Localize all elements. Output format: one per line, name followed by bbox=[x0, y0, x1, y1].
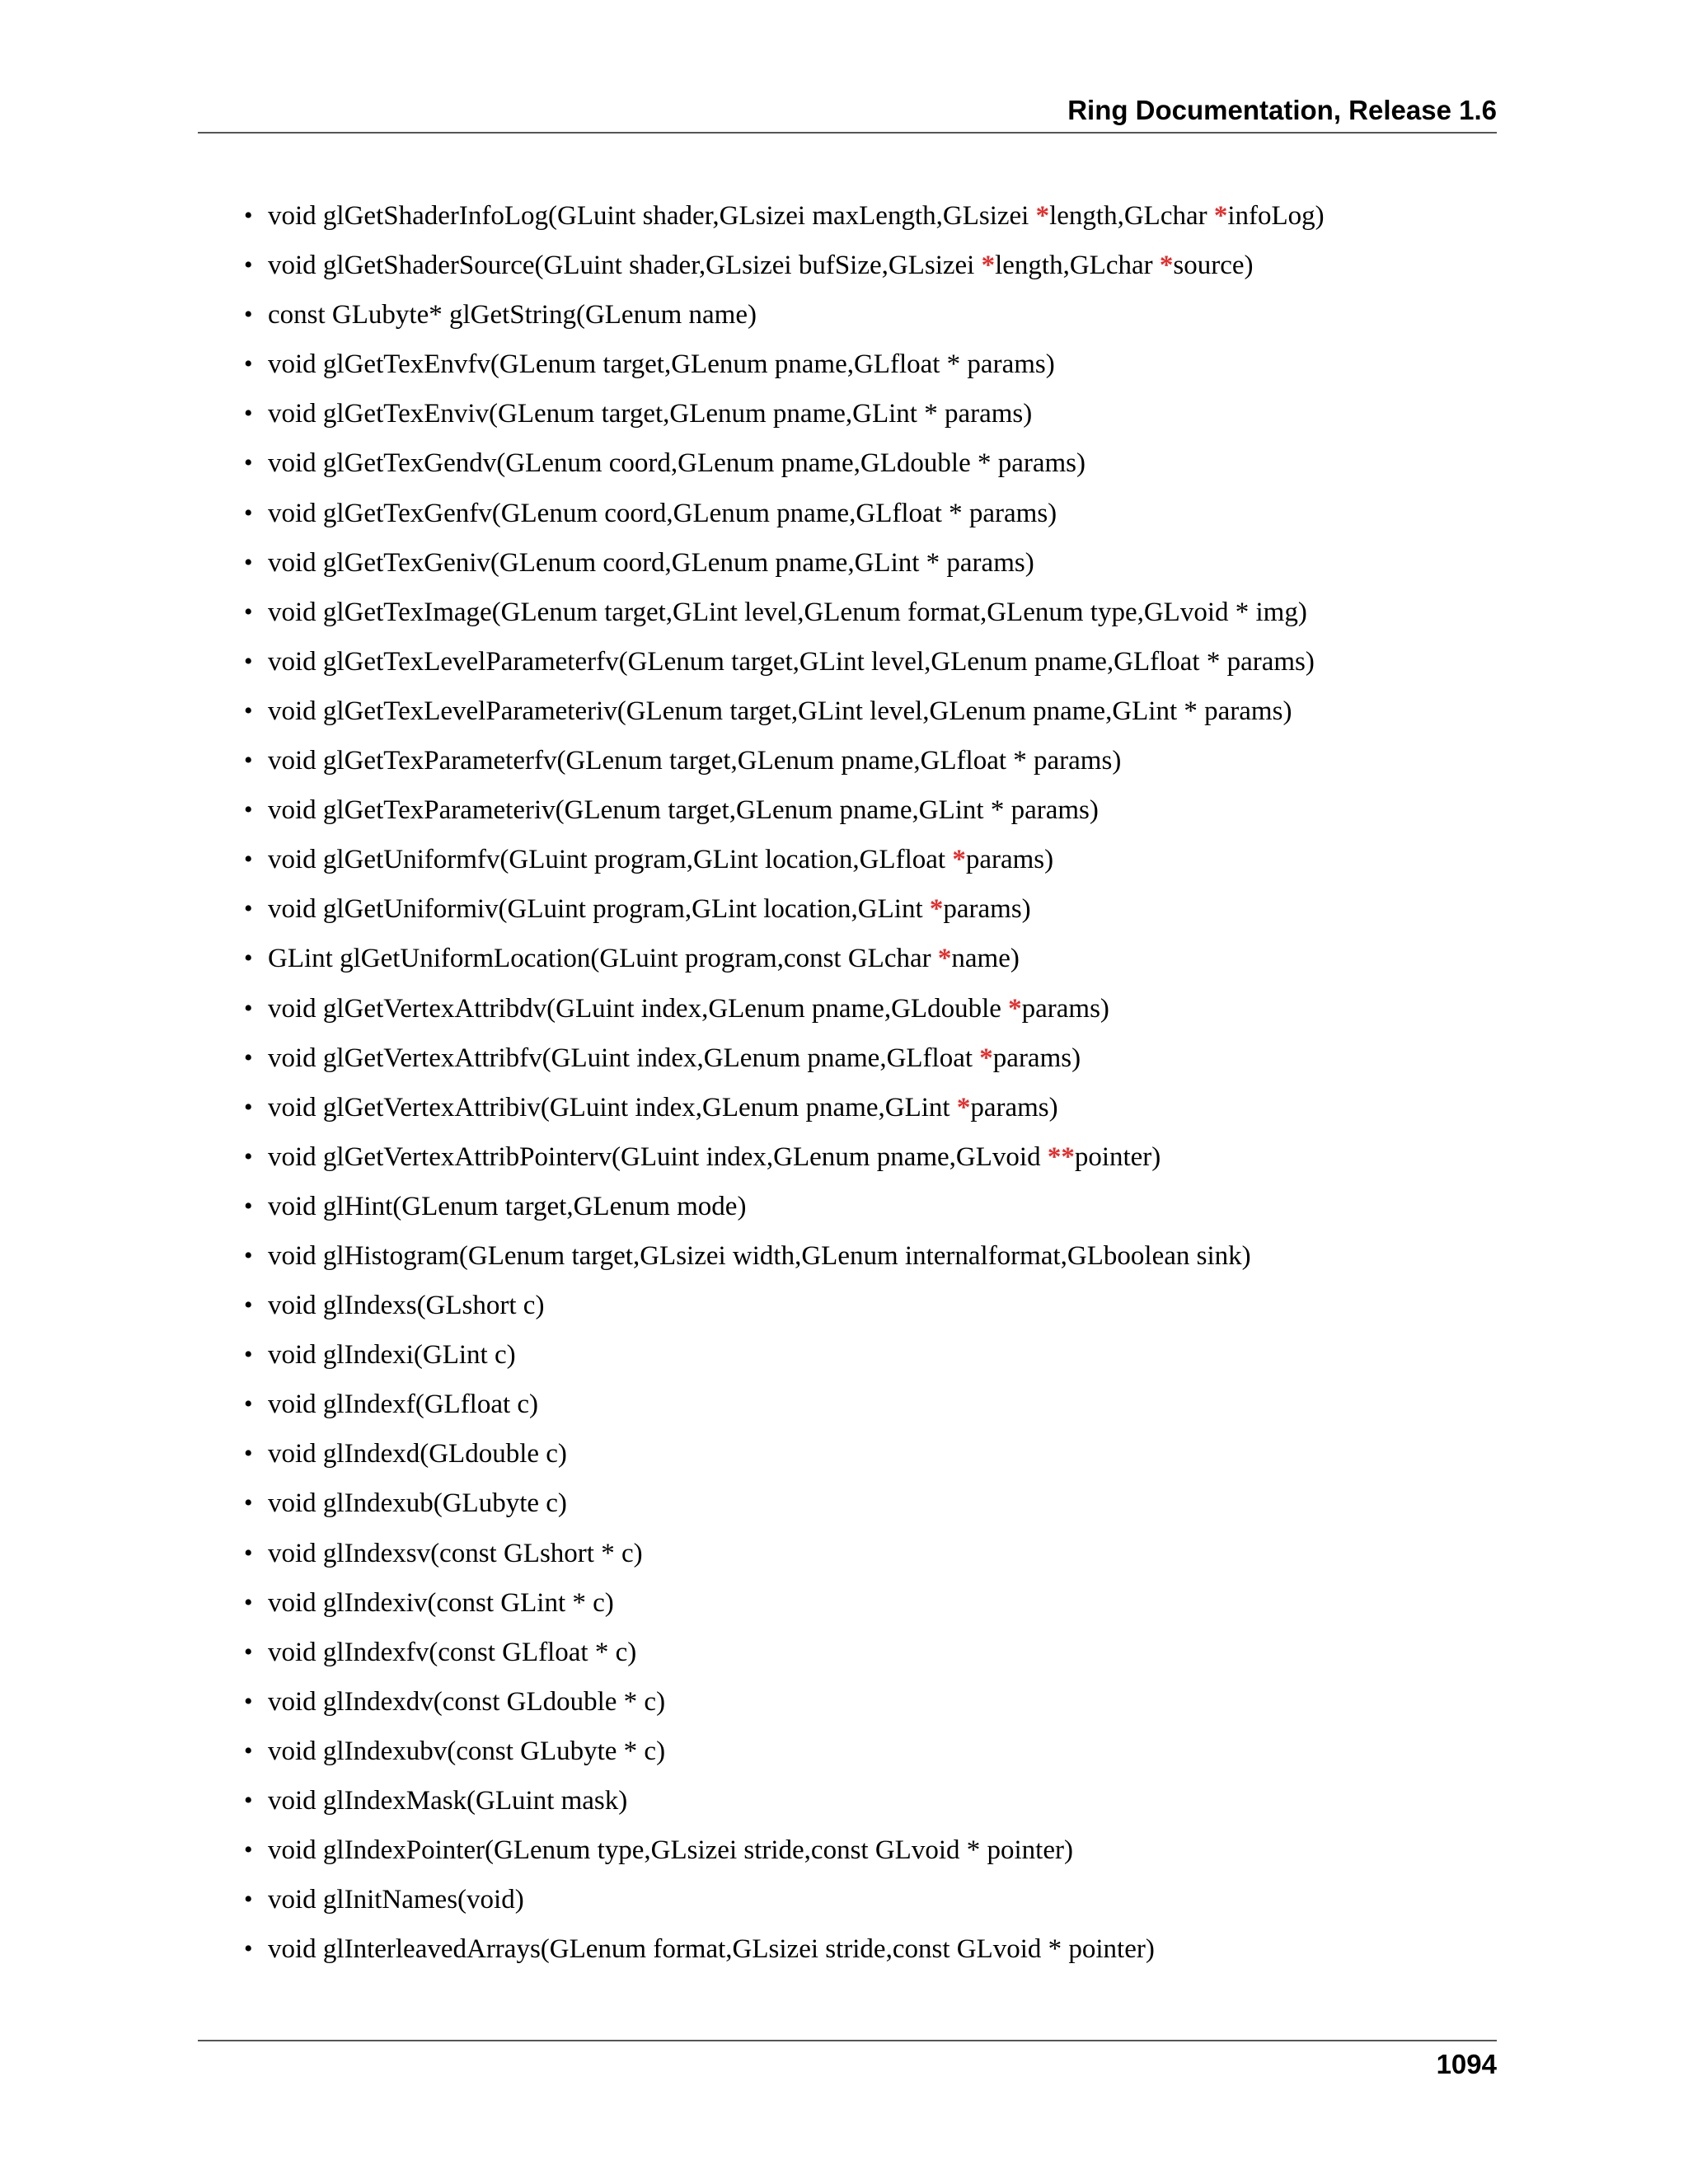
signature-text: void glGetVertexAttribfv(GLuint index,GLenum pname,GLfloat bbox=[268, 1043, 980, 1073]
pointer-asterisk: * bbox=[937, 944, 952, 974]
function-signature bbox=[268, 746, 1121, 776]
list-item bbox=[198, 1483, 1497, 1533]
signature-text: void glIndexMask(GLuint mask) bbox=[268, 1786, 628, 1816]
signature-text: length,GLchar bbox=[995, 251, 1160, 281]
list-item bbox=[198, 1434, 1497, 1483]
bullet-icon: • bbox=[244, 846, 253, 874]
list-item bbox=[198, 1335, 1497, 1385]
bullet-icon: • bbox=[244, 944, 253, 972]
signature-text: void glIndexd(GLdouble c) bbox=[268, 1439, 567, 1469]
function-signature bbox=[268, 1142, 1160, 1172]
signature-text: params) bbox=[1021, 993, 1109, 1024]
bullet-icon: • bbox=[244, 350, 253, 378]
bullet-icon: • bbox=[244, 1539, 253, 1567]
signature-text: params) bbox=[943, 894, 1031, 925]
bullet-icon: • bbox=[244, 400, 253, 428]
list-item bbox=[198, 1929, 1497, 1979]
function-signature bbox=[268, 1488, 567, 1518]
list-item bbox=[198, 344, 1497, 394]
list-item bbox=[198, 741, 1497, 790]
function-signature bbox=[268, 448, 1085, 478]
signature-text: params) bbox=[992, 1043, 1081, 1073]
list-item bbox=[198, 1385, 1497, 1434]
signature-text: const GLubyte* glGetString(GLenum name) bbox=[268, 300, 757, 330]
bullet-icon: • bbox=[244, 796, 253, 824]
pointer-asterisk: * bbox=[1035, 201, 1050, 231]
function-signature bbox=[268, 1439, 567, 1469]
bullet-icon: • bbox=[244, 1291, 253, 1319]
list-item bbox=[198, 196, 1497, 246]
function-signature bbox=[268, 1043, 1081, 1073]
signature-text: void glIndexfv(const GLfloat * c) bbox=[268, 1637, 637, 1667]
signature-text: void glGetShaderSource(GLuint shader,GLsizei bufSize,GLsizei bbox=[268, 251, 982, 281]
function-signature bbox=[268, 349, 1055, 379]
bullet-icon: • bbox=[244, 1192, 253, 1220]
function-signature bbox=[268, 1786, 627, 1816]
pointer-asterisk: * bbox=[981, 251, 996, 281]
function-signature bbox=[268, 1539, 643, 1568]
function-signature bbox=[268, 944, 1020, 973]
bullet-icon: • bbox=[244, 696, 253, 724]
signature-text: void glIndexub(GLubyte c) bbox=[268, 1488, 567, 1519]
signature-text: name) bbox=[951, 944, 1020, 974]
bullet-icon: • bbox=[244, 449, 253, 477]
page-number: 1094 bbox=[1436, 2049, 1497, 2079]
function-signature bbox=[268, 499, 1057, 528]
signature-text: void glGetTexImage(GLenum target,GLint level,GLenum format,GLenum type,GLvoid * img) bbox=[268, 597, 1307, 627]
list-item bbox=[198, 1038, 1497, 1088]
bullet-icon: • bbox=[244, 1836, 253, 1864]
signature-text: void glGetTexGeniv(GLenum coord,GLenum pname,GLint * params) bbox=[268, 547, 1034, 578]
page-header bbox=[198, 92, 1497, 134]
signature-text: pointer) bbox=[1074, 1141, 1161, 1172]
signature-text: void glIndexiv(const GLint * c) bbox=[268, 1587, 614, 1618]
list-item bbox=[198, 295, 1497, 344]
function-signature bbox=[268, 1885, 524, 1915]
bullet-icon: • bbox=[244, 1638, 253, 1666]
signature-text: source) bbox=[1173, 251, 1254, 281]
list-item bbox=[198, 1286, 1497, 1335]
function-signature bbox=[268, 795, 1099, 825]
function-signature bbox=[268, 647, 1315, 677]
list-item bbox=[198, 1830, 1497, 1880]
bullet-icon: • bbox=[244, 647, 253, 675]
function-signature bbox=[268, 300, 757, 330]
signature-text: void glIndexi(GLint c) bbox=[268, 1340, 516, 1371]
function-signature bbox=[268, 696, 1292, 726]
bullet-icon: • bbox=[244, 1043, 253, 1071]
signature-text: void glIndexubv(const GLubyte * c) bbox=[268, 1736, 666, 1766]
signature-text: void glHistogram(GLenum target,GLsizei width,GLenum internalformat,GLboolean sink) bbox=[268, 1240, 1251, 1271]
signature-text: infoLog) bbox=[1227, 201, 1325, 231]
signature-text: void glHint(GLenum target,GLenum mode) bbox=[268, 1191, 747, 1221]
bullet-icon: • bbox=[244, 1787, 253, 1814]
signature-text: void glIndexsv(const GLshort * c) bbox=[268, 1538, 643, 1568]
function-signature bbox=[268, 1390, 538, 1419]
signature-text: void glInterleavedArrays(GLenum format,GLsizei stride,const GLvoid * pointer) bbox=[268, 1934, 1155, 1965]
function-signature bbox=[268, 598, 1307, 627]
list-item bbox=[198, 989, 1497, 1038]
bullet-icon: • bbox=[244, 1935, 253, 1963]
list-item bbox=[198, 1583, 1497, 1633]
pointer-asterisk: ** bbox=[1047, 1141, 1075, 1172]
list-item bbox=[198, 1781, 1497, 1830]
signature-text: void glIndexf(GLfloat c) bbox=[268, 1390, 539, 1420]
bullet-icon: • bbox=[244, 499, 253, 527]
bullet-icon: • bbox=[244, 202, 253, 229]
bullet-icon: • bbox=[244, 1736, 253, 1765]
list-item bbox=[198, 593, 1497, 642]
list-item bbox=[198, 1534, 1497, 1583]
page-content bbox=[198, 196, 1497, 1979]
signature-text: void glGetTexParameteriv(GLenum target,GLenum pname,GLint * params) bbox=[268, 795, 1099, 826]
bullet-icon: • bbox=[244, 1241, 253, 1269]
bullet-icon: • bbox=[244, 548, 253, 576]
list-item bbox=[198, 543, 1497, 593]
signature-text: params) bbox=[970, 1092, 1058, 1122]
signature-text: void glGetTexLevelParameteriv(GLenum target,GLint level,GLenum pname,GLint * params) bbox=[268, 696, 1292, 726]
signature-text: void glGetUniformiv(GLuint program,GLint location,GLint bbox=[268, 894, 930, 925]
function-signature bbox=[268, 548, 1034, 578]
document-title: Ring Documentation, Release 1.6 bbox=[1067, 95, 1497, 125]
list-item bbox=[198, 1236, 1497, 1286]
signature-text: void glGetTexGenfv(GLenum coord,GLenum pname,GLfloat * params) bbox=[268, 498, 1057, 528]
pointer-asterisk: * bbox=[929, 894, 944, 925]
signature-text: GLint glGetUniformLocation(GLuint program,const GLchar bbox=[268, 944, 938, 974]
signature-text: params) bbox=[965, 845, 1054, 875]
function-signature bbox=[268, 1835, 1073, 1865]
function-signature bbox=[268, 1687, 665, 1717]
bullet-icon: • bbox=[244, 1341, 253, 1369]
signature-text: void glIndexPointer(GLenum type,GLsizei stride,const GLvoid * pointer) bbox=[268, 1835, 1073, 1866]
bullet-icon: • bbox=[244, 598, 253, 626]
pointer-asterisk: * bbox=[1159, 251, 1174, 281]
pointer-asterisk: * bbox=[1213, 201, 1228, 231]
function-list bbox=[198, 196, 1497, 1979]
list-item bbox=[198, 1682, 1497, 1732]
bullet-icon: • bbox=[244, 1142, 253, 1170]
function-signature bbox=[268, 399, 1032, 429]
bullet-icon: • bbox=[244, 251, 253, 279]
signature-text: void glGetTexParameterfv(GLenum target,GLenum pname,GLfloat * params) bbox=[268, 746, 1122, 776]
list-item bbox=[198, 443, 1497, 493]
bullet-icon: • bbox=[244, 301, 253, 329]
signature-text: void glGetTexEnvfv(GLenum target,GLenum pname,GLfloat * params) bbox=[268, 349, 1055, 380]
list-item bbox=[198, 642, 1497, 691]
bullet-icon: • bbox=[244, 1687, 253, 1715]
signature-text: void glGetVertexAttribiv(GLuint index,GLenum pname,GLint bbox=[268, 1092, 957, 1122]
function-signature bbox=[268, 1340, 516, 1370]
signature-text: void glGetVertexAttribdv(GLuint index,GLenum pname,GLdouble bbox=[268, 993, 1009, 1024]
list-item bbox=[198, 790, 1497, 840]
function-signature bbox=[268, 1241, 1251, 1271]
signature-text: length,GLchar bbox=[1049, 201, 1214, 231]
function-signature bbox=[268, 1588, 614, 1618]
function-signature bbox=[268, 994, 1109, 1024]
list-item bbox=[198, 1137, 1497, 1187]
function-signature bbox=[268, 1934, 1155, 1964]
function-signature bbox=[268, 1291, 544, 1320]
signature-text: void glGetTexLevelParameterfv(GLenum target,GLint level,GLenum pname,GLfloat * params) bbox=[268, 646, 1315, 677]
function-signature bbox=[268, 845, 1053, 874]
signature-text: void glGetTexGendv(GLenum coord,GLenum pname,GLdouble * params) bbox=[268, 448, 1085, 479]
list-item bbox=[198, 1880, 1497, 1929]
list-item bbox=[198, 1187, 1497, 1236]
pointer-asterisk: * bbox=[979, 1043, 993, 1073]
bullet-icon: • bbox=[244, 1093, 253, 1121]
function-signature bbox=[268, 201, 1325, 231]
pointer-asterisk: * bbox=[956, 1092, 971, 1122]
list-item bbox=[198, 840, 1497, 889]
signature-text: void glGetVertexAttribPointerv(GLuint index,GLenum pname,GLvoid bbox=[268, 1141, 1048, 1172]
bullet-icon: • bbox=[244, 1886, 253, 1914]
function-signature bbox=[268, 1638, 636, 1667]
bullet-icon: • bbox=[244, 994, 253, 1022]
bullet-icon: • bbox=[244, 1588, 253, 1616]
page-footer bbox=[198, 2040, 1497, 2079]
function-signature bbox=[268, 1736, 665, 1766]
list-item bbox=[198, 246, 1497, 295]
signature-text: void glGetShaderInfoLog(GLuint shader,GLsizei maxLength,GLsizei bbox=[268, 201, 1036, 231]
signature-text: void glGetUniformfv(GLuint program,GLint location,GLfloat bbox=[268, 845, 953, 875]
signature-text: void glInitNames(void) bbox=[268, 1885, 524, 1915]
function-signature bbox=[268, 894, 1031, 924]
list-item bbox=[198, 1732, 1497, 1781]
function-signature bbox=[268, 1093, 1058, 1122]
list-item bbox=[198, 889, 1497, 939]
bullet-icon: • bbox=[244, 1390, 253, 1418]
list-item bbox=[198, 494, 1497, 543]
list-item bbox=[198, 939, 1497, 988]
function-signature bbox=[268, 251, 1254, 280]
signature-text: void glIndexdv(const GLdouble * c) bbox=[268, 1686, 666, 1717]
list-item bbox=[198, 1633, 1497, 1682]
bullet-icon: • bbox=[244, 747, 253, 775]
list-item bbox=[198, 1088, 1497, 1137]
list-item bbox=[198, 691, 1497, 741]
bullet-icon: • bbox=[244, 1440, 253, 1468]
bullet-icon: • bbox=[244, 1489, 253, 1517]
function-signature bbox=[268, 1192, 746, 1221]
bullet-icon: • bbox=[244, 895, 253, 923]
pointer-asterisk: * bbox=[1008, 993, 1022, 1024]
signature-text: void glGetTexEnviv(GLenum target,GLenum pname,GLint * params) bbox=[268, 399, 1033, 429]
signature-text: void glIndexs(GLshort c) bbox=[268, 1291, 545, 1321]
pointer-asterisk: * bbox=[952, 845, 966, 875]
list-item bbox=[198, 394, 1497, 443]
